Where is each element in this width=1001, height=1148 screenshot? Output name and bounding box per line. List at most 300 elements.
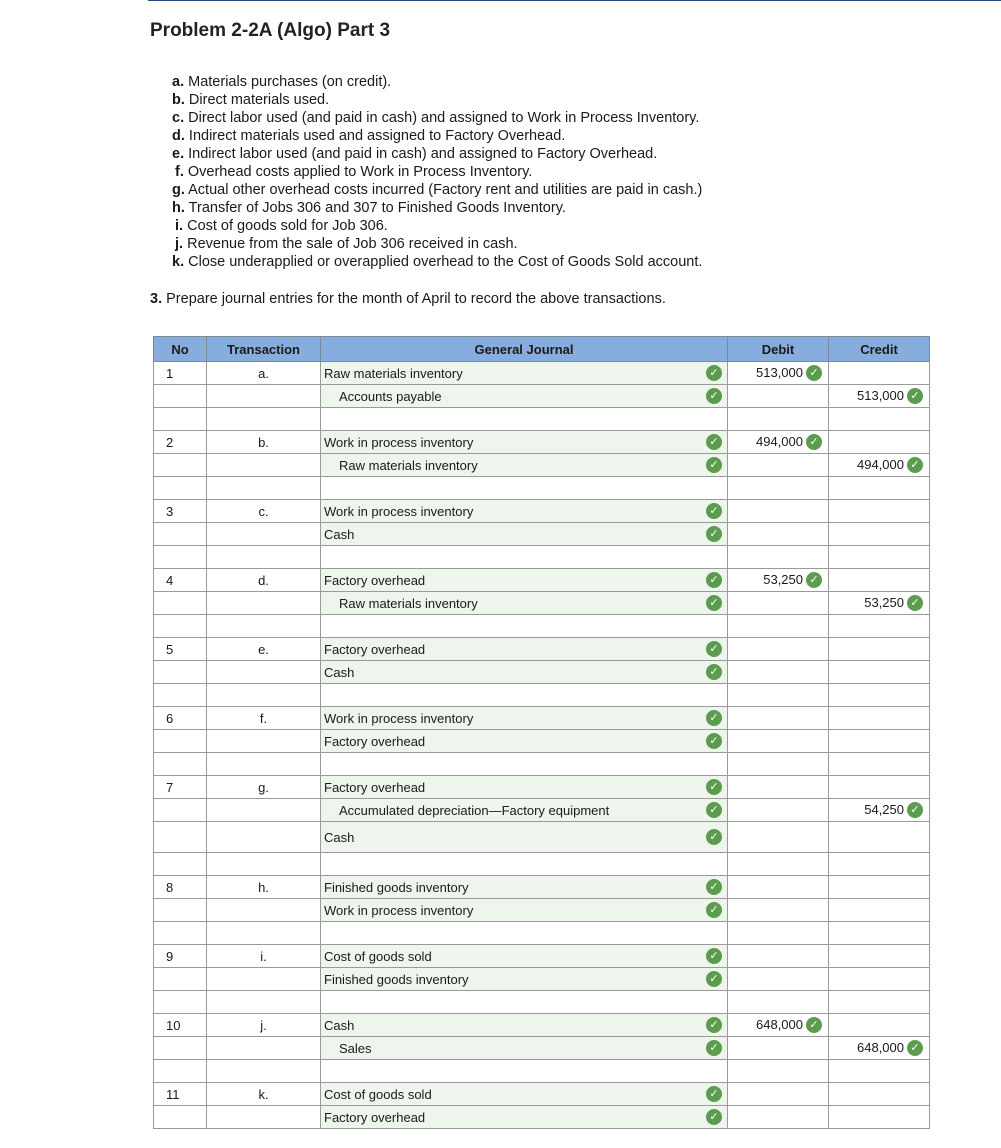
account-cell[interactable] [321, 1014, 728, 1037]
row-transaction: b. [207, 431, 321, 454]
check-icon: ✓ [907, 1040, 923, 1056]
journal-row [154, 1014, 930, 1037]
account-name: Cash [324, 664, 355, 680]
debit-cell[interactable] [728, 592, 829, 615]
account-cell[interactable] [321, 477, 728, 500]
journal-row [154, 945, 930, 968]
check-icon: ✓ [907, 595, 923, 611]
account-cell[interactable] [321, 684, 728, 707]
account-name: Cash [324, 1017, 355, 1033]
debit-cell[interactable] [728, 707, 829, 730]
header-general-journal: General Journal [321, 337, 728, 362]
account-cell[interactable] [321, 523, 728, 546]
journal-row [154, 753, 930, 776]
debit-cell[interactable] [728, 431, 829, 454]
credit-amount: 53,250 [864, 594, 904, 610]
account-cell[interactable] [321, 968, 728, 991]
transaction-key: e. [172, 146, 185, 162]
credit-cell[interactable] [829, 684, 930, 707]
check-icon: ✓ [706, 434, 722, 450]
account-cell[interactable] [321, 822, 728, 853]
row-number: 8 [154, 876, 207, 899]
credit-cell[interactable] [829, 431, 930, 454]
debit-cell[interactable] [728, 899, 829, 922]
debit-cell[interactable] [728, 500, 829, 523]
row-transaction: j. [207, 1014, 321, 1037]
credit-cell[interactable] [829, 500, 930, 523]
check-icon: ✓ [706, 457, 722, 473]
check-icon: ✓ [706, 526, 722, 542]
account-name: Accumulated depreciation—Factory equipment [339, 802, 610, 818]
row-number [154, 661, 207, 684]
check-icon: ✓ [706, 641, 722, 657]
check-icon: ✓ [706, 971, 722, 987]
account-cell[interactable] [321, 1060, 728, 1083]
row-transaction [207, 661, 321, 684]
debit-cell[interactable] [728, 638, 829, 661]
check-icon: ✓ [706, 710, 722, 726]
account-cell[interactable] [321, 730, 728, 753]
account-name: Cash [324, 526, 355, 542]
credit-cell[interactable] [829, 638, 930, 661]
debit-cell[interactable] [728, 822, 829, 853]
transaction-text: Overhead costs applied to Work in Process Inventory. [187, 164, 533, 180]
credit-cell[interactable] [829, 546, 930, 569]
header-no: No [154, 337, 207, 362]
account-cell[interactable] [321, 945, 728, 968]
table-header-row [154, 337, 930, 362]
check-icon: ✓ [806, 365, 822, 381]
row-transaction [207, 968, 321, 991]
debit-cell[interactable] [728, 730, 829, 753]
account-name: Raw materials inventory [339, 595, 478, 611]
transaction-text: Direct labor used (and paid in cash) and assigned to Work in Process Inventory. [188, 110, 700, 126]
row-transaction [207, 1060, 321, 1083]
row-number [154, 408, 207, 431]
transaction-key: a. [172, 74, 185, 90]
debit-cell[interactable] [728, 385, 829, 408]
row-number [154, 1060, 207, 1083]
header-transaction: Transaction [207, 337, 321, 362]
transaction-item [172, 253, 792, 271]
transaction-item [172, 109, 792, 127]
check-icon: ✓ [806, 572, 822, 588]
journal-row [154, 523, 930, 546]
row-transaction [207, 899, 321, 922]
account-cell[interactable] [321, 362, 728, 385]
row-transaction [207, 922, 321, 945]
account-cell[interactable] [321, 853, 728, 876]
account-cell[interactable] [321, 753, 728, 776]
row-number: 3 [154, 500, 207, 523]
account-cell[interactable] [321, 615, 728, 638]
credit-cell[interactable] [829, 1060, 930, 1083]
check-icon: ✓ [706, 948, 722, 964]
account-cell[interactable] [321, 876, 728, 899]
credit-cell[interactable] [829, 799, 930, 822]
account-name: Raw materials inventory [324, 365, 463, 381]
row-transaction: g. [207, 776, 321, 799]
transaction-list [172, 73, 792, 271]
transaction-item [172, 163, 792, 181]
row-number [154, 822, 207, 853]
transaction-item [172, 217, 792, 235]
debit-cell[interactable] [728, 569, 829, 592]
journal-row [154, 922, 930, 945]
credit-cell[interactable] [829, 454, 930, 477]
row-number [154, 615, 207, 638]
row-transaction [207, 991, 321, 1014]
account-name: Factory overhead [324, 779, 426, 795]
credit-cell[interactable] [829, 1083, 930, 1106]
transaction-text: Revenue from the sale of Job 306 received in cash. [187, 236, 518, 252]
journal-row [154, 991, 930, 1014]
check-icon: ✓ [706, 572, 722, 588]
debit-cell[interactable] [728, 753, 829, 776]
transaction-text: Transfer of Jobs 306 and 307 to Finished Goods Inventory. [188, 200, 566, 216]
row-transaction [207, 853, 321, 876]
row-transaction [207, 408, 321, 431]
requirement-text: 3. Prepare journal entries for the month of April to record the above transactions. [150, 291, 666, 307]
row-number [154, 853, 207, 876]
row-number [154, 454, 207, 477]
account-cell[interactable] [321, 385, 728, 408]
row-number [154, 922, 207, 945]
header-debit: Debit [728, 337, 829, 362]
debit-amount: 494,000 [756, 433, 803, 449]
credit-cell[interactable] [829, 1037, 930, 1060]
debit-cell[interactable] [728, 454, 829, 477]
transaction-key: g. [172, 182, 185, 198]
debit-cell[interactable] [728, 776, 829, 799]
transaction-key: d. [172, 128, 185, 144]
debit-cell[interactable] [728, 1037, 829, 1060]
debit-cell[interactable] [728, 799, 829, 822]
row-transaction [207, 730, 321, 753]
debit-cell[interactable] [728, 615, 829, 638]
debit-cell[interactable] [728, 1106, 829, 1129]
top-divider [148, 0, 1001, 1]
account-name: Finished goods inventory [324, 971, 469, 987]
account-name: Raw materials inventory [339, 457, 478, 473]
check-icon: ✓ [806, 434, 822, 450]
row-number: 5 [154, 638, 207, 661]
journal-row [154, 638, 930, 661]
credit-cell[interactable] [829, 385, 930, 408]
transaction-key: c. [172, 110, 185, 126]
journal-row [154, 500, 930, 523]
account-name: Sales [339, 1040, 372, 1056]
account-name: Work in process inventory [324, 434, 474, 450]
account-cell[interactable] [321, 661, 728, 684]
row-number: 10 [154, 1014, 207, 1037]
row-transaction [207, 822, 321, 853]
credit-cell[interactable] [829, 922, 930, 945]
row-transaction: a. [207, 362, 321, 385]
check-icon: ✓ [806, 1017, 822, 1033]
journal-row [154, 1106, 930, 1129]
journal-row [154, 454, 930, 477]
account-name: Finished goods inventory [324, 879, 469, 895]
row-number: 9 [154, 945, 207, 968]
credit-amount: 494,000 [857, 456, 904, 472]
credit-cell[interactable] [829, 730, 930, 753]
credit-cell[interactable] [829, 968, 930, 991]
transaction-item [172, 199, 792, 217]
journal-row [154, 776, 930, 799]
credit-amount: 648,000 [857, 1039, 904, 1055]
row-number: 7 [154, 776, 207, 799]
row-number [154, 684, 207, 707]
journal-row [154, 592, 930, 615]
journal-row [154, 1060, 930, 1083]
row-number: 1 [154, 362, 207, 385]
transaction-key: i. [175, 218, 184, 234]
journal-row [154, 431, 930, 454]
credit-cell[interactable] [829, 615, 930, 638]
journal-row [154, 385, 930, 408]
row-transaction [207, 799, 321, 822]
row-transaction [207, 546, 321, 569]
debit-cell[interactable] [728, 408, 829, 431]
general-journal-table [153, 336, 930, 1129]
journal-row [154, 876, 930, 899]
account-name: Factory overhead [324, 572, 426, 588]
account-name: Cost of goods sold [324, 1086, 432, 1102]
transaction-key: h. [172, 200, 185, 216]
check-icon: ✓ [706, 902, 722, 918]
debit-cell[interactable] [728, 477, 829, 500]
transaction-key: b. [172, 92, 185, 108]
row-number: 2 [154, 431, 207, 454]
check-icon: ✓ [706, 388, 722, 404]
check-icon: ✓ [706, 365, 722, 381]
journal-row [154, 899, 930, 922]
row-number: 11 [154, 1083, 207, 1106]
transaction-text: Materials purchases (on credit). [188, 74, 392, 90]
row-number [154, 899, 207, 922]
account-name: Work in process inventory [324, 902, 474, 918]
row-transaction: c. [207, 500, 321, 523]
row-number [154, 730, 207, 753]
row-number [154, 799, 207, 822]
account-cell[interactable] [321, 638, 728, 661]
transaction-text: Close underapplied or overapplied overhead to the Cost of Goods Sold account. [188, 254, 703, 270]
account-cell[interactable] [321, 1106, 728, 1129]
row-number [154, 523, 207, 546]
journal-row [154, 661, 930, 684]
credit-cell[interactable] [829, 592, 930, 615]
credit-cell[interactable] [829, 523, 930, 546]
credit-amount: 513,000 [857, 387, 904, 403]
journal-row [154, 1083, 930, 1106]
journal-row [154, 569, 930, 592]
credit-cell[interactable] [829, 853, 930, 876]
row-number [154, 1037, 207, 1060]
credit-cell[interactable] [829, 707, 930, 730]
journal-row [154, 707, 930, 730]
debit-cell[interactable] [728, 876, 829, 899]
row-transaction [207, 454, 321, 477]
row-transaction [207, 684, 321, 707]
transaction-text: Indirect materials used and assigned to Factory Overhead. [188, 128, 566, 144]
account-name: Factory overhead [324, 733, 426, 749]
debit-cell[interactable] [728, 945, 829, 968]
debit-cell[interactable] [728, 523, 829, 546]
journal-row [154, 853, 930, 876]
transaction-item [172, 235, 792, 253]
credit-cell[interactable] [829, 776, 930, 799]
account-cell[interactable] [321, 776, 728, 799]
transaction-item [172, 91, 792, 109]
debit-amount: 513,000 [756, 364, 803, 380]
row-transaction: h. [207, 876, 321, 899]
row-number [154, 1106, 207, 1129]
account-cell[interactable] [321, 922, 728, 945]
account-name: Work in process inventory [324, 710, 474, 726]
debit-cell[interactable] [728, 853, 829, 876]
account-name: Cost of goods sold [324, 948, 432, 964]
account-name: Factory overhead [324, 1109, 426, 1125]
transaction-text: Direct materials used. [188, 92, 330, 108]
credit-cell[interactable] [829, 945, 930, 968]
check-icon: ✓ [706, 1109, 722, 1125]
journal-row [154, 615, 930, 638]
row-number [154, 592, 207, 615]
account-cell[interactable] [321, 592, 728, 615]
account-cell[interactable] [321, 1037, 728, 1060]
check-icon: ✓ [706, 503, 722, 519]
check-icon: ✓ [706, 1086, 722, 1102]
transaction-text: Actual other overhead costs incurred (Factory rent and utilities are paid in cash.) [188, 182, 703, 198]
account-cell[interactable] [321, 899, 728, 922]
debit-amount: 648,000 [756, 1016, 803, 1032]
credit-amount: 54,250 [864, 801, 904, 817]
credit-cell[interactable] [829, 408, 930, 431]
debit-cell[interactable] [728, 661, 829, 684]
row-transaction [207, 1037, 321, 1060]
check-icon: ✓ [706, 733, 722, 749]
row-number [154, 477, 207, 500]
debit-cell[interactable] [728, 362, 829, 385]
transaction-item [172, 127, 792, 145]
debit-cell[interactable] [728, 684, 829, 707]
row-transaction [207, 615, 321, 638]
row-number: 4 [154, 569, 207, 592]
journal-row [154, 362, 930, 385]
row-transaction: e. [207, 638, 321, 661]
check-icon: ✓ [706, 664, 722, 680]
account-cell[interactable] [321, 431, 728, 454]
transaction-item [172, 73, 792, 91]
journal-row [154, 968, 930, 991]
credit-cell[interactable] [829, 569, 930, 592]
journal-row [154, 1037, 930, 1060]
transaction-item [172, 181, 792, 199]
row-transaction [207, 1106, 321, 1129]
credit-cell[interactable] [829, 991, 930, 1014]
transaction-text: Indirect labor used (and paid in cash) and assigned to Factory Overhead. [188, 146, 658, 162]
row-transaction [207, 385, 321, 408]
check-icon: ✓ [706, 1040, 722, 1056]
check-icon: ✓ [907, 388, 923, 404]
account-cell[interactable] [321, 991, 728, 1014]
debit-cell[interactable] [728, 546, 829, 569]
check-icon: ✓ [706, 802, 722, 818]
debit-cell[interactable] [728, 968, 829, 991]
account-cell[interactable] [321, 408, 728, 431]
credit-cell[interactable] [829, 661, 930, 684]
credit-cell[interactable] [829, 477, 930, 500]
check-icon: ✓ [706, 879, 722, 895]
credit-cell[interactable] [829, 899, 930, 922]
journal-row [154, 546, 930, 569]
check-icon: ✓ [907, 802, 923, 818]
row-transaction: f. [207, 707, 321, 730]
page-title: Problem 2-2A (Algo) Part 3 [150, 20, 391, 41]
credit-cell[interactable] [829, 1014, 930, 1037]
journal-row [154, 408, 930, 431]
account-name: Work in process inventory [324, 503, 474, 519]
credit-cell[interactable] [829, 362, 930, 385]
account-cell[interactable] [321, 546, 728, 569]
row-transaction: i. [207, 945, 321, 968]
transaction-text: Cost of goods sold for Job 306. [187, 218, 388, 234]
row-transaction [207, 477, 321, 500]
row-number [154, 385, 207, 408]
account-cell[interactable] [321, 454, 728, 477]
check-icon: ✓ [706, 779, 722, 795]
debit-cell[interactable] [728, 1060, 829, 1083]
row-number: 6 [154, 707, 207, 730]
row-number [154, 991, 207, 1014]
journal-row [154, 822, 930, 853]
account-cell[interactable] [321, 500, 728, 523]
account-cell[interactable] [321, 707, 728, 730]
debit-cell[interactable] [728, 1014, 829, 1037]
journal-row [154, 799, 930, 822]
row-transaction: k. [207, 1083, 321, 1106]
credit-cell[interactable] [829, 822, 930, 853]
row-number [154, 753, 207, 776]
debit-amount: 53,250 [763, 571, 803, 587]
journal-row [154, 477, 930, 500]
row-transaction [207, 753, 321, 776]
credit-cell[interactable] [829, 876, 930, 899]
account-cell[interactable] [321, 799, 728, 822]
transaction-item [172, 145, 792, 163]
row-number [154, 968, 207, 991]
account-name: Factory overhead [324, 641, 426, 657]
transaction-key: k. [172, 254, 185, 270]
transaction-key: j. [175, 236, 184, 252]
journal-row [154, 730, 930, 753]
debit-cell[interactable] [728, 1083, 829, 1106]
account-cell[interactable] [321, 1083, 728, 1106]
check-icon: ✓ [706, 595, 722, 611]
row-transaction: d. [207, 569, 321, 592]
account-name: Accounts payable [339, 388, 442, 404]
credit-cell[interactable] [829, 753, 930, 776]
debit-cell[interactable] [728, 922, 829, 945]
debit-cell[interactable] [728, 991, 829, 1014]
check-icon: ✓ [706, 829, 722, 845]
account-cell[interactable] [321, 569, 728, 592]
header-credit: Credit [829, 337, 930, 362]
check-icon: ✓ [706, 1017, 722, 1033]
check-icon: ✓ [907, 457, 923, 473]
credit-cell[interactable] [829, 1106, 930, 1129]
